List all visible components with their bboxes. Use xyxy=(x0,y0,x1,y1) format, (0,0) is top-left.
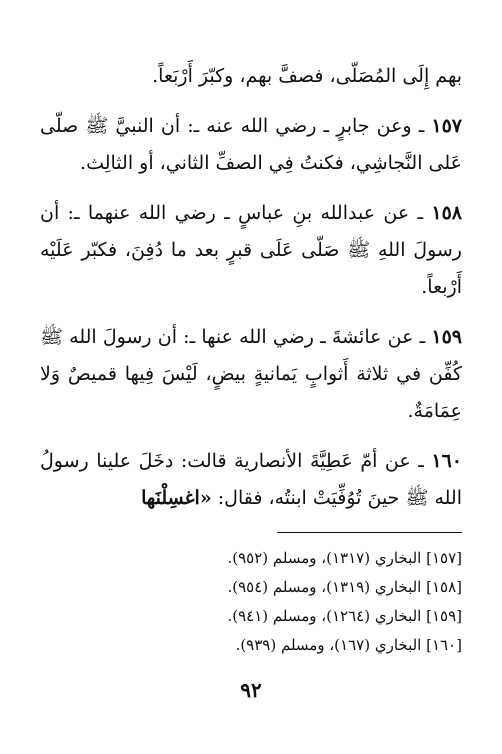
page-number: ٩٢ xyxy=(240,678,262,702)
hadith-text: ـ عن عبدالله بنِ عباسٍ ـ رضي الله عنهما ـ: أن رسولَ اللهِ ﷺ صَلّى عَلَى قبرٍ بعد ما دُفِنَ، فكبّر عَلَيْه أَرْبعاً. xyxy=(40,202,462,298)
hadith-159 xyxy=(40,319,462,430)
paragraph-text: بهم إِلَى المُصَلّى، فصفَّ بهم، وكبّرَ أَرْبَعاً. xyxy=(152,65,462,87)
body-text xyxy=(40,58,462,530)
hadith-text: ـ عن أمّ عَطِيَّةَ الأنصارية قالت: دخَلَ علينا رسولُ الله ﷺ حينَ تُوُفِّيَتْ ابنتُه، فقال: xyxy=(40,450,462,509)
hadith-160 xyxy=(40,443,462,517)
reference-160: [١٦٠] البخاري (١٦٧)، ومسلم (٩٣٩). xyxy=(235,636,462,654)
hadith-text: ـ عن عائشةَ ـ رضي الله عنها ـ: أن رسولَ الله ﷺ كُفِّن في ثلاثة أَثوابٍ يَمانيةٍ بيضٍ، لَيْسَ فِيها قميصٌ وَلا عِمَامَةٌ. xyxy=(40,326,462,422)
reference-159: [١٥٩] البخاري (١٢٦٤)، ومسلم (٩٤١). xyxy=(227,607,462,625)
reference-157: [١٥٧] البخاري (١٣١٧)، ومسلم (٩٥٢). xyxy=(227,549,462,567)
hadith-157 xyxy=(40,108,462,182)
hadith-text: ـ وعن جابرٍ ـ رضي الله عنه ـ: أن النبيَّ ﷺ صلّى عَلى النَّجاشِي، فكنتُ فِي الصفِّ الثاني، أو الثالِث. xyxy=(40,115,462,174)
hadith-158 xyxy=(40,195,462,306)
footnote-divider xyxy=(277,532,462,533)
hadith-quote-start: «اغسِلْنَها xyxy=(141,487,212,509)
paragraph-continuation xyxy=(40,58,462,95)
hadith-number: ١٥٨ xyxy=(431,202,462,224)
hadith-number: ١٥٩ xyxy=(431,326,462,348)
references-list xyxy=(40,544,462,660)
hadith-number: ١٥٧ xyxy=(431,115,462,137)
reference-158: [١٥٨] البخاري (١٣١٩)، ومسلم (٩٥٤). xyxy=(227,578,462,596)
hadith-number: ١٦٠ xyxy=(431,450,462,472)
